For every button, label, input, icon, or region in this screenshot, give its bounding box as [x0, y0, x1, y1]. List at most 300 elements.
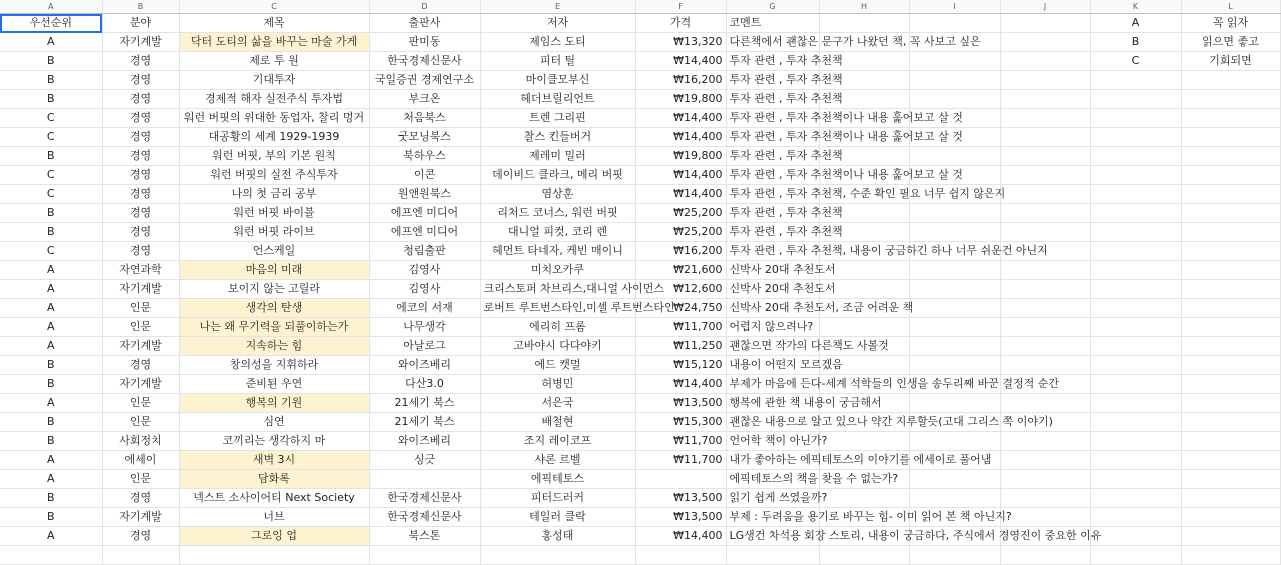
title-cell[interactable]: 워런 버핏 바이블: [179, 204, 369, 223]
author-cell[interactable]: 홍성태: [480, 527, 635, 546]
author-cell[interactable]: 트렌 그리핀: [480, 109, 635, 128]
comment-cell[interactable]: 투자 관련 , 투자 추천책: [726, 71, 819, 90]
comment-cell[interactable]: 언어학 책이 아닌가?: [726, 432, 819, 451]
empty-cell[interactable]: [1000, 147, 1090, 166]
comment-cell[interactable]: 내용이 어떤지 모르겠음: [726, 356, 819, 375]
publisher-cell[interactable]: [369, 470, 480, 489]
author-cell[interactable]: 배철현: [480, 413, 635, 432]
empty-cell[interactable]: [1181, 280, 1280, 299]
empty-cell[interactable]: [1090, 394, 1181, 413]
empty-cell[interactable]: [1090, 375, 1181, 394]
empty-cell[interactable]: [1090, 204, 1181, 223]
field-cell[interactable]: 경영: [102, 71, 179, 90]
price-cell[interactable]: ₩14,400: [635, 375, 726, 394]
price-cell[interactable]: ₩25,200: [635, 223, 726, 242]
comment-cell[interactable]: 신박사 20대 추천도서: [726, 261, 819, 280]
empty-cell[interactable]: [1181, 242, 1280, 261]
publisher-cell[interactable]: 에프엔 미디어: [369, 204, 480, 223]
price-cell[interactable]: ₩11,700: [635, 318, 726, 337]
header-cell[interactable]: 제목: [179, 14, 369, 33]
empty-cell[interactable]: [1000, 394, 1090, 413]
column-header-a[interactable]: A: [0, 0, 102, 14]
empty-cell[interactable]: [1090, 451, 1181, 470]
field-cell[interactable]: 경영: [102, 147, 179, 166]
column-header-b[interactable]: B: [102, 0, 179, 14]
empty-cell[interactable]: [1181, 204, 1280, 223]
publisher-cell[interactable]: 와이즈베리: [369, 432, 480, 451]
priority-cell[interactable]: C: [0, 242, 102, 261]
field-cell[interactable]: 자기계발: [102, 508, 179, 527]
field-cell[interactable]: 자기계발: [102, 375, 179, 394]
empty-cell[interactable]: [1000, 185, 1090, 204]
empty-cell[interactable]: [1000, 337, 1090, 356]
empty-cell[interactable]: [1090, 109, 1181, 128]
empty-cell[interactable]: [1090, 261, 1181, 280]
comment-cell[interactable]: 내가 좋아하는 에픽테토스의 이야기를 에세이로 풀어냄: [726, 451, 819, 470]
comment-cell[interactable]: 투자 관련 , 투자 추천책이나 내용 훑어보고 살 것: [726, 109, 819, 128]
price-cell[interactable]: ₩13,500: [635, 394, 726, 413]
field-cell[interactable]: 인문: [102, 470, 179, 489]
title-cell[interactable]: 심연: [179, 413, 369, 432]
header-cell[interactable]: 우선순위: [0, 14, 102, 33]
header-cell[interactable]: 코멘트: [726, 14, 819, 33]
comment-cell[interactable]: 투자 관련 , 투자 추천책, 내용이 궁금하긴 하나 너무 쉬운건 아닌지: [726, 242, 819, 261]
publisher-cell[interactable]: 처음북스: [369, 109, 480, 128]
comment-cell[interactable]: 투자 관련 , 투자 추천책: [726, 223, 819, 242]
author-cell[interactable]: 조지 레이코프: [480, 432, 635, 451]
empty-cell[interactable]: [909, 204, 1000, 223]
comment-cell[interactable]: LG생건 차석용 회장 스토리, 내용이 궁금하다, 주식에서 경영진이 중요한 이유: [726, 527, 819, 546]
priority-cell[interactable]: C: [0, 185, 102, 204]
header-cell[interactable]: 가격: [635, 14, 726, 33]
publisher-cell[interactable]: 다산3.0: [369, 375, 480, 394]
publisher-cell[interactable]: 21세기 북스: [369, 394, 480, 413]
comment-cell[interactable]: 투자 관련 , 투자 추천책이나 내용 훑어보고 살 것: [726, 128, 819, 147]
column-header-j[interactable]: J: [1000, 0, 1090, 14]
priority-cell[interactable]: B: [0, 147, 102, 166]
empty-cell[interactable]: [1000, 546, 1090, 565]
author-cell[interactable]: 에픽테토스: [480, 470, 635, 489]
field-cell[interactable]: 경영: [102, 223, 179, 242]
empty-cell[interactable]: [909, 299, 1000, 318]
author-cell[interactable]: 로버트 루트번스타인,미셸 루트번스타인: [480, 299, 635, 318]
empty-cell[interactable]: [1000, 280, 1090, 299]
column-header-g[interactable]: G: [726, 0, 819, 14]
comment-cell[interactable]: 다른책에서 괜찮은 문구가 나왔던 책, 꼭 사보고 싶은: [726, 33, 819, 52]
empty-cell[interactable]: [1090, 242, 1181, 261]
empty-cell[interactable]: [1181, 413, 1280, 432]
priority-cell[interactable]: B: [0, 223, 102, 242]
priority-cell[interactable]: B: [0, 356, 102, 375]
empty-cell[interactable]: [909, 223, 1000, 242]
field-cell[interactable]: 인문: [102, 318, 179, 337]
author-cell[interactable]: 찰스 킨들버거: [480, 128, 635, 147]
price-cell[interactable]: [635, 470, 726, 489]
empty-cell[interactable]: [909, 52, 1000, 71]
publisher-cell[interactable]: 에코의 서재: [369, 299, 480, 318]
empty-cell[interactable]: [1000, 223, 1090, 242]
empty-cell[interactable]: [1090, 413, 1181, 432]
empty-cell[interactable]: [1000, 109, 1090, 128]
comment-cell[interactable]: 투자 관련 , 투자 추천책, 수준 확인 필요 너무 쉽지 않은지: [726, 185, 819, 204]
empty-cell[interactable]: [1000, 90, 1090, 109]
empty-cell[interactable]: [1000, 166, 1090, 185]
field-cell[interactable]: 경영: [102, 128, 179, 147]
empty-cell[interactable]: [909, 337, 1000, 356]
title-cell[interactable]: 워런 버핏의 실전 주식투자: [179, 166, 369, 185]
empty-cell[interactable]: [1181, 508, 1280, 527]
empty-cell[interactable]: [1090, 318, 1181, 337]
empty-cell[interactable]: [635, 546, 726, 565]
empty-cell[interactable]: [1181, 166, 1280, 185]
empty-cell[interactable]: [1000, 508, 1090, 527]
title-cell[interactable]: 대공황의 세계 1929-1939: [179, 128, 369, 147]
author-cell[interactable]: 헤먼트 타네자, 케빈 매이니: [480, 242, 635, 261]
title-cell[interactable]: 나의 첫 금리 공부: [179, 185, 369, 204]
field-cell[interactable]: 사회정치: [102, 432, 179, 451]
empty-cell[interactable]: [819, 318, 909, 337]
empty-cell[interactable]: [1000, 299, 1090, 318]
author-cell[interactable]: 미치오카쿠: [480, 261, 635, 280]
title-cell[interactable]: 보이지 않는 고릴라: [179, 280, 369, 299]
priority-cell[interactable]: C: [0, 109, 102, 128]
title-cell[interactable]: 준비된 우연: [179, 375, 369, 394]
empty-cell[interactable]: [1181, 147, 1280, 166]
empty-cell[interactable]: [1181, 261, 1280, 280]
legend-label-cell[interactable]: 읽으면 좋고: [1181, 33, 1280, 52]
title-cell[interactable]: 넥스트 소사이어티 Next Society: [179, 489, 369, 508]
column-header-l[interactable]: L: [1181, 0, 1280, 14]
publisher-cell[interactable]: 굿모닝북스: [369, 128, 480, 147]
title-cell[interactable]: 워런 버핏 라이브: [179, 223, 369, 242]
author-cell[interactable]: 리처드 코너스, 워런 버핏: [480, 204, 635, 223]
comment-cell[interactable]: 투자 관련 , 투자 추천책이나 내용 훑어보고 살 것: [726, 166, 819, 185]
publisher-cell[interactable]: 북스톤: [369, 527, 480, 546]
priority-cell[interactable]: A: [0, 280, 102, 299]
author-cell[interactable]: 대니얼 피컷, 코리 렌: [480, 223, 635, 242]
field-cell[interactable]: 인문: [102, 413, 179, 432]
title-cell[interactable]: 기대투자: [179, 71, 369, 90]
price-cell[interactable]: ₩13,320: [635, 33, 726, 52]
empty-cell[interactable]: [1181, 71, 1280, 90]
price-cell[interactable]: ₩14,400: [635, 52, 726, 71]
empty-cell[interactable]: [1181, 90, 1280, 109]
empty-cell[interactable]: [1090, 280, 1181, 299]
legend-key-cell[interactable]: B: [1090, 33, 1181, 52]
comment-cell[interactable]: 신박사 20대 추천도서, 조금 어려운 책: [726, 299, 819, 318]
field-cell[interactable]: 자연과학: [102, 261, 179, 280]
title-cell[interactable]: 생각의 탄생: [179, 299, 369, 318]
empty-cell[interactable]: [1181, 128, 1280, 147]
title-cell[interactable]: 담화록: [179, 470, 369, 489]
empty-cell[interactable]: [1000, 470, 1090, 489]
empty-cell[interactable]: [1000, 489, 1090, 508]
empty-cell[interactable]: [1090, 299, 1181, 318]
title-cell[interactable]: 워런 버핏, 부의 기본 원칙: [179, 147, 369, 166]
field-cell[interactable]: 경영: [102, 166, 179, 185]
empty-cell[interactable]: [819, 546, 909, 565]
title-cell[interactable]: 새벽 3시: [179, 451, 369, 470]
empty-cell[interactable]: [1181, 109, 1280, 128]
publisher-cell[interactable]: 에프엔 미디어: [369, 223, 480, 242]
field-cell[interactable]: 경영: [102, 527, 179, 546]
field-cell[interactable]: 자기계발: [102, 33, 179, 52]
price-cell[interactable]: ₩13,500: [635, 508, 726, 527]
priority-cell[interactable]: A: [0, 527, 102, 546]
empty-cell[interactable]: [1181, 527, 1280, 546]
publisher-cell[interactable]: 김영사: [369, 261, 480, 280]
empty-cell[interactable]: [480, 546, 635, 565]
empty-cell[interactable]: [1000, 432, 1090, 451]
empty-cell[interactable]: [1090, 223, 1181, 242]
column-header-c[interactable]: C: [179, 0, 369, 14]
publisher-cell[interactable]: 와이즈베리: [369, 356, 480, 375]
empty-cell[interactable]: [1181, 451, 1280, 470]
column-header-e[interactable]: E: [480, 0, 635, 14]
title-cell[interactable]: 마음의 미래: [179, 261, 369, 280]
header-cell[interactable]: 분야: [102, 14, 179, 33]
empty-cell[interactable]: [909, 432, 1000, 451]
comment-cell[interactable]: 부제가 마음에 든다-세계 석학들의 인생을 송두리째 바꾼 결정적 순간: [726, 375, 819, 394]
author-cell[interactable]: 염상훈: [480, 185, 635, 204]
column-header-d[interactable]: D: [369, 0, 480, 14]
field-cell[interactable]: 경영: [102, 52, 179, 71]
author-cell[interactable]: 에드 캣멀: [480, 356, 635, 375]
price-cell[interactable]: ₩15,300: [635, 413, 726, 432]
comment-cell[interactable]: 괜찮은 내용으로 알고 있으나 약간 지루할듯(고대 그리스 쪽 이야기): [726, 413, 819, 432]
price-cell[interactable]: ₩16,200: [635, 71, 726, 90]
empty-cell[interactable]: [909, 546, 1000, 565]
empty-cell[interactable]: [909, 356, 1000, 375]
empty-cell[interactable]: [909, 470, 1000, 489]
field-cell[interactable]: 에세이: [102, 451, 179, 470]
empty-cell[interactable]: [1181, 546, 1280, 565]
price-cell[interactable]: ₩11,250: [635, 337, 726, 356]
empty-cell[interactable]: [909, 280, 1000, 299]
priority-cell[interactable]: B: [0, 489, 102, 508]
priority-cell[interactable]: A: [0, 33, 102, 52]
comment-cell[interactable]: 행복에 관한 책 내용이 궁금해서: [726, 394, 819, 413]
empty-cell[interactable]: [1181, 185, 1280, 204]
publisher-cell[interactable]: 김영사: [369, 280, 480, 299]
price-cell[interactable]: ₩24,750: [635, 299, 726, 318]
empty-cell[interactable]: [1000, 261, 1090, 280]
comment-cell[interactable]: 어렵지 않으려나?: [726, 318, 819, 337]
price-cell[interactable]: ₩14,400: [635, 185, 726, 204]
title-cell[interactable]: 그로잉 업: [179, 527, 369, 546]
empty-cell[interactable]: [1090, 432, 1181, 451]
field-cell[interactable]: 자기계발: [102, 280, 179, 299]
price-cell[interactable]: ₩14,400: [635, 109, 726, 128]
title-cell[interactable]: 너브: [179, 508, 369, 527]
publisher-cell[interactable]: 청림출판: [369, 242, 480, 261]
column-header-h[interactable]: H: [819, 0, 909, 14]
empty-cell[interactable]: [1090, 71, 1181, 90]
empty-cell[interactable]: [102, 546, 179, 565]
priority-cell[interactable]: A: [0, 299, 102, 318]
comment-cell[interactable]: 부제 : 두려움을 용기로 바꾸는 힘- 이미 읽어 본 책 아닌지?: [726, 508, 819, 527]
empty-cell[interactable]: [819, 432, 909, 451]
field-cell[interactable]: 경영: [102, 356, 179, 375]
title-cell[interactable]: 창의성을 지휘하라: [179, 356, 369, 375]
price-cell[interactable]: ₩14,400: [635, 128, 726, 147]
empty-cell[interactable]: [1181, 470, 1280, 489]
comment-cell[interactable]: 읽기 쉽게 쓰였을까?: [726, 489, 819, 508]
publisher-cell[interactable]: 싱긋: [369, 451, 480, 470]
priority-cell[interactable]: B: [0, 432, 102, 451]
empty-cell[interactable]: [909, 147, 1000, 166]
empty-cell[interactable]: [1000, 204, 1090, 223]
author-cell[interactable]: 제임스 도티: [480, 33, 635, 52]
comment-cell[interactable]: 괜찮으면 작가의 다른책도 사볼것: [726, 337, 819, 356]
empty-cell[interactable]: [1090, 489, 1181, 508]
empty-cell[interactable]: [1000, 318, 1090, 337]
priority-cell[interactable]: A: [0, 337, 102, 356]
priority-cell[interactable]: A: [0, 318, 102, 337]
title-cell[interactable]: 닥터 도티의 삶을 바꾸는 마술 가게: [179, 33, 369, 52]
field-cell[interactable]: 인문: [102, 299, 179, 318]
publisher-cell[interactable]: 아날로그: [369, 337, 480, 356]
header-cell[interactable]: 저자: [480, 14, 635, 33]
empty-cell[interactable]: [819, 489, 909, 508]
header-cell[interactable]: [1000, 14, 1090, 33]
price-cell[interactable]: ₩13,500: [635, 489, 726, 508]
field-cell[interactable]: 경영: [102, 109, 179, 128]
title-cell[interactable]: 지속하는 힘: [179, 337, 369, 356]
empty-cell[interactable]: [909, 489, 1000, 508]
field-cell[interactable]: 경영: [102, 242, 179, 261]
publisher-cell[interactable]: 한국경제신문사: [369, 508, 480, 527]
empty-cell[interactable]: [1181, 337, 1280, 356]
publisher-cell[interactable]: 한국경제신문사: [369, 52, 480, 71]
title-cell[interactable]: 경제적 해자 실전주식 투자법: [179, 90, 369, 109]
comment-cell[interactable]: 에픽테토스의 책을 찾을 수 없는가?: [726, 470, 819, 489]
comment-cell[interactable]: 신박사 20대 추천도서: [726, 280, 819, 299]
empty-cell[interactable]: [1090, 546, 1181, 565]
author-cell[interactable]: 피터 틸: [480, 52, 635, 71]
price-cell[interactable]: ₩15,120: [635, 356, 726, 375]
author-cell[interactable]: 헤더브릴리언트: [480, 90, 635, 109]
empty-cell[interactable]: [369, 546, 480, 565]
field-cell[interactable]: 경영: [102, 204, 179, 223]
legend-key-cell[interactable]: C: [1090, 52, 1181, 71]
price-cell[interactable]: ₩12,600: [635, 280, 726, 299]
title-cell[interactable]: 행복의 기원: [179, 394, 369, 413]
empty-cell[interactable]: [1000, 52, 1090, 71]
publisher-cell[interactable]: 한국경제신문사: [369, 489, 480, 508]
header-cell[interactable]: [909, 14, 1000, 33]
title-cell[interactable]: 나는 왜 무기력을 되풀이하는가: [179, 318, 369, 337]
priority-cell[interactable]: A: [0, 394, 102, 413]
comment-cell[interactable]: 투자 관련 , 투자 추천책: [726, 90, 819, 109]
comment-cell[interactable]: 투자 관련 , 투자 추천책: [726, 147, 819, 166]
empty-cell[interactable]: [1181, 489, 1280, 508]
price-cell[interactable]: ₩21,600: [635, 261, 726, 280]
price-cell[interactable]: ₩19,800: [635, 147, 726, 166]
price-cell[interactable]: ₩14,400: [635, 166, 726, 185]
price-cell[interactable]: ₩14,400: [635, 527, 726, 546]
author-cell[interactable]: 허병민: [480, 375, 635, 394]
empty-cell[interactable]: [909, 394, 1000, 413]
empty-cell[interactable]: [1000, 71, 1090, 90]
author-cell[interactable]: 고바야시 다다야키: [480, 337, 635, 356]
empty-cell[interactable]: [1181, 356, 1280, 375]
empty-cell[interactable]: [1000, 33, 1090, 52]
price-cell[interactable]: ₩11,700: [635, 451, 726, 470]
header-cell[interactable]: 출판사: [369, 14, 480, 33]
priority-cell[interactable]: B: [0, 71, 102, 90]
empty-cell[interactable]: [909, 261, 1000, 280]
field-cell[interactable]: 경영: [102, 489, 179, 508]
priority-cell[interactable]: C: [0, 166, 102, 185]
priority-cell[interactable]: B: [0, 90, 102, 109]
publisher-cell[interactable]: 북하우스: [369, 147, 480, 166]
title-cell[interactable]: 워런 버핏의 위대한 동업자, 찰리 멍거: [179, 109, 369, 128]
empty-cell[interactable]: [1181, 394, 1280, 413]
priority-cell[interactable]: B: [0, 375, 102, 394]
empty-cell[interactable]: [1090, 166, 1181, 185]
author-cell[interactable]: 에리히 프롬: [480, 318, 635, 337]
title-cell[interactable]: 제로 투 원: [179, 52, 369, 71]
priority-cell[interactable]: B: [0, 204, 102, 223]
priority-cell[interactable]: A: [0, 470, 102, 489]
title-cell[interactable]: 코끼리는 생각하지 마: [179, 432, 369, 451]
comment-cell[interactable]: 투자 관련 , 투자 추천책: [726, 52, 819, 71]
author-cell[interactable]: 크리스토퍼 차브리스,대니얼 사이먼스: [480, 280, 635, 299]
comment-cell[interactable]: 투자 관련 , 투자 추천책: [726, 204, 819, 223]
author-cell[interactable]: 마이클모부신: [480, 71, 635, 90]
empty-cell[interactable]: [726, 546, 819, 565]
field-cell[interactable]: 자기계발: [102, 337, 179, 356]
empty-cell[interactable]: [1090, 128, 1181, 147]
header-cell[interactable]: [819, 14, 909, 33]
empty-cell[interactable]: [1090, 337, 1181, 356]
empty-cell[interactable]: [1181, 318, 1280, 337]
empty-cell[interactable]: [1000, 451, 1090, 470]
author-cell[interactable]: 서은국: [480, 394, 635, 413]
empty-cell[interactable]: [1181, 299, 1280, 318]
field-cell[interactable]: 경영: [102, 90, 179, 109]
empty-cell[interactable]: [179, 546, 369, 565]
empty-cell[interactable]: [909, 71, 1000, 90]
author-cell[interactable]: 피터드러커: [480, 489, 635, 508]
price-cell[interactable]: ₩11,700: [635, 432, 726, 451]
priority-cell[interactable]: A: [0, 261, 102, 280]
legend-label-cell[interactable]: 기회되면: [1181, 52, 1280, 71]
title-cell[interactable]: 언스케일: [179, 242, 369, 261]
priority-cell[interactable]: C: [0, 128, 102, 147]
empty-cell[interactable]: [1090, 508, 1181, 527]
empty-cell[interactable]: [1090, 527, 1181, 546]
empty-cell[interactable]: [1090, 356, 1181, 375]
price-cell[interactable]: ₩19,800: [635, 90, 726, 109]
empty-cell[interactable]: [909, 318, 1000, 337]
column-header-k[interactable]: K: [1090, 0, 1181, 14]
empty-cell[interactable]: [1181, 223, 1280, 242]
header-cell[interactable]: 꼭 읽자: [1181, 14, 1280, 33]
priority-cell[interactable]: B: [0, 508, 102, 527]
price-cell[interactable]: ₩16,200: [635, 242, 726, 261]
empty-cell[interactable]: [1000, 128, 1090, 147]
author-cell[interactable]: 데이비드 클라크, 메리 버핏: [480, 166, 635, 185]
empty-cell[interactable]: [1181, 375, 1280, 394]
publisher-cell[interactable]: 21세기 북스: [369, 413, 480, 432]
publisher-cell[interactable]: 나무생각: [369, 318, 480, 337]
empty-cell[interactable]: [1090, 90, 1181, 109]
author-cell[interactable]: 테일러 클락: [480, 508, 635, 527]
empty-cell[interactable]: [1181, 432, 1280, 451]
empty-cell[interactable]: [1090, 470, 1181, 489]
